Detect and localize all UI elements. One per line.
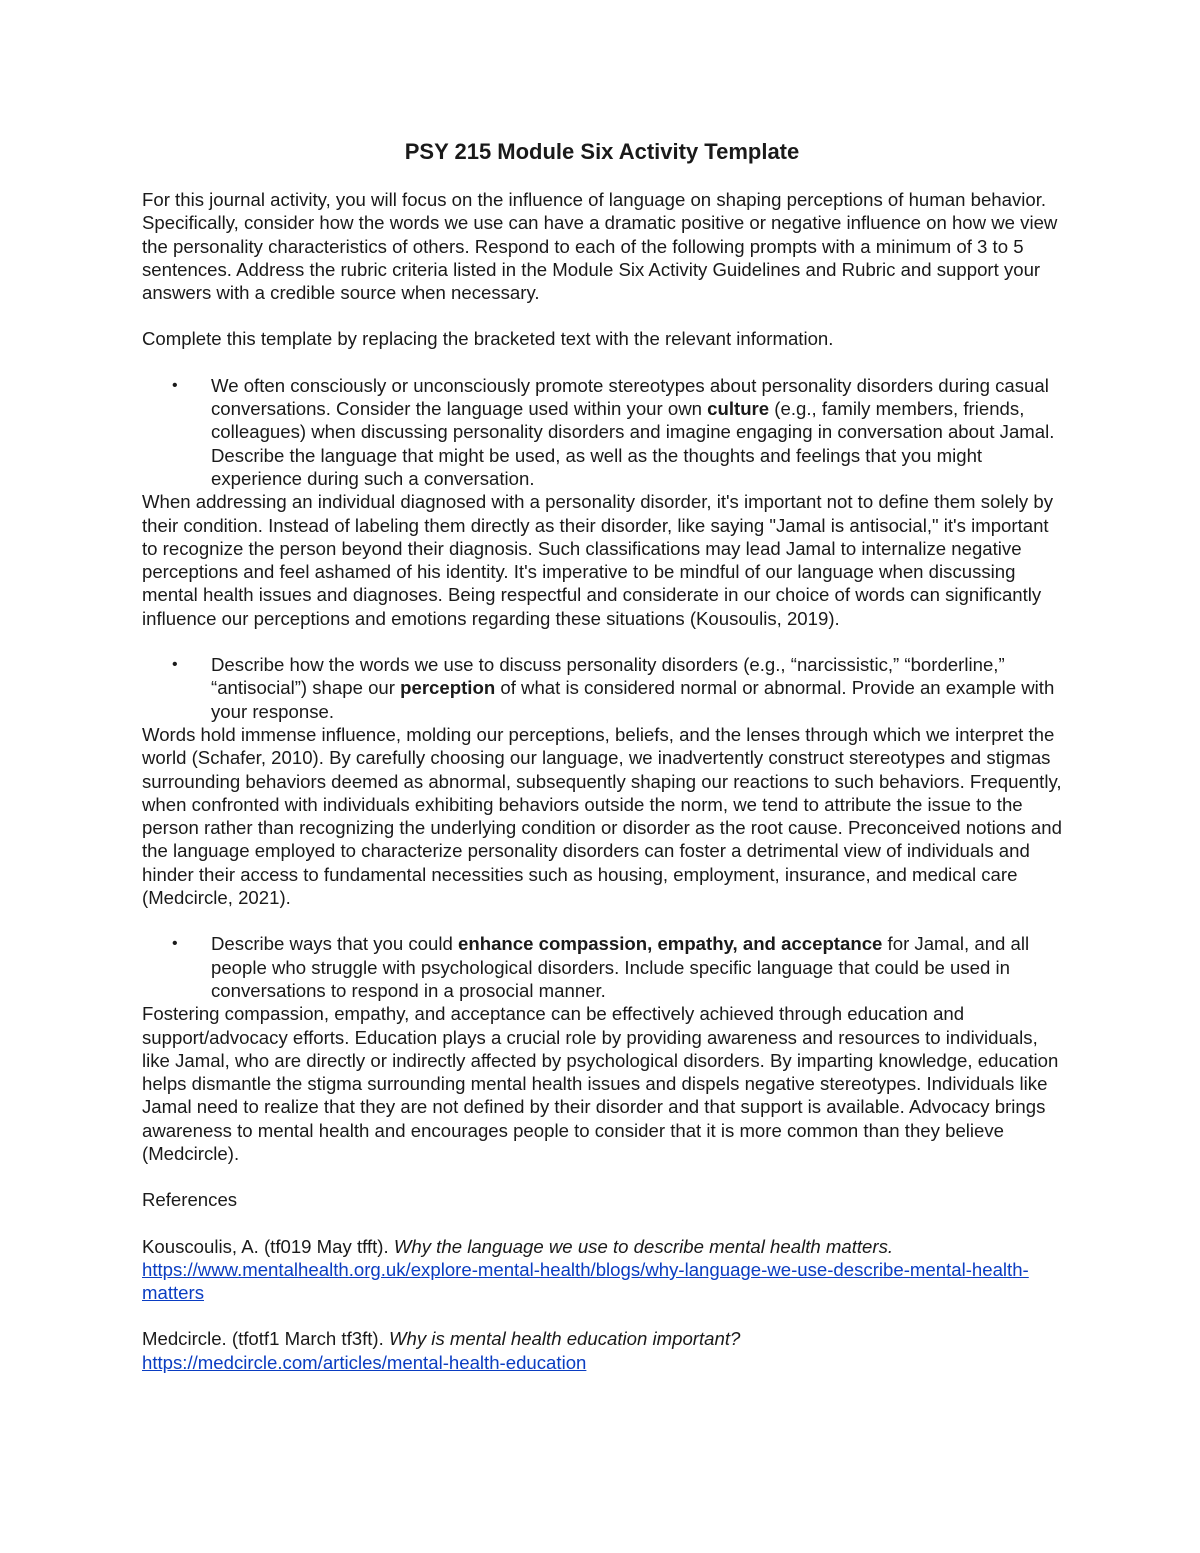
prompt-item xyxy=(172,653,1062,723)
reference-title: Why the language we use to describe mental health matters. xyxy=(393,1235,894,1257)
prompt-list-3 xyxy=(142,932,1062,1002)
prompt-list-1 xyxy=(142,374,1062,490)
instruction-paragraph: Complete this template by replacing the bracketed text with the relevant information. xyxy=(142,328,834,350)
answer-paragraph: When addressing an individual diagnosed with a personality disorder, it's important not to define them solely by their condition. Instead of labeling them directly as their disorder, like saying "Jamal is antisocial," it's important to recognize the person beyond their diagnosis. Such classifications may lead Jamal to internalize negative perceptions and feel ashamed of his identity. It's imperative to be mindful of our language when discussing mental health issues and diagnoses. Being respectful and considerate in our choice of words can significantly influence our perceptions and emotions regarding these situations (Kousoulis, 2019). xyxy=(142,491,1054,629)
answer-paragraph: Fostering compassion, empathy, and acceptance can be effectively achieved through education and support/advocacy efforts. Education plays a crucial role by providing awareness and resources to individuals, like Jamal, who are directly or indirectly affected by psychological disorders. By imparting knowledge, education helps dismantle the stigma surrounding mental health issues and dispels negative stereotypes. Individuals like Jamal need to realize that they are not defined by their disorder and that support is available. Advocacy brings awareness to mental health and encourages people to consider that it is more common than they believe (Medcircle). xyxy=(142,1003,1059,1164)
intro-paragraph: For this journal activity, you will focus on the influence of language on shaping perceptions of human behavior. Specifically, consider how the words we use can have a dramatic positive or negative influence on how we view the personality characteristics of others. Respond to each of the following prompts with a minimum of 3 to 5 sentences. Address the rubric criteria listed in the Module Six Activity Guidelines and Rubric and support your answers with a credible source when necessary. xyxy=(142,189,1058,304)
prompt-text: of what is considered normal or abnormal. Provide an example with your response. xyxy=(211,677,1055,722)
prompt-list-2 xyxy=(142,653,1062,723)
reference-entry xyxy=(142,1327,1062,1374)
prompt-text: Describe ways that you could xyxy=(211,933,459,955)
prompt-keyword: enhance compassion, empathy, and acceptance xyxy=(458,933,883,955)
reference-link[interactable]: https://medcircle.com/articles/mental-health-education xyxy=(142,1351,587,1373)
reference-entry xyxy=(142,1235,1062,1305)
bullet-icon: • xyxy=(172,376,178,394)
prompt-keyword: perception xyxy=(400,677,496,699)
reference-author: Medcircle. (tfotf1 March tf3ft). xyxy=(142,1328,389,1350)
answer-paragraph: Words hold immense influence, molding our perceptions, beliefs, and the lenses through which we interpret the world (Schafer, 2010). By carefully choosing our language, we inadvertently construct stereotypes and stigmas surrounding behaviors deemed as abnormal, subsequently shaping our reactions to such behaviors. Frequently, when confronted with individuals exhibiting behaviors outside the norm, we tend to attribute the issue to the person rather than recognizing the underlying condition or disorder as the root cause. Preconceived notions and the language employed to characterize personality disorders can foster a detrimental view of individuals and hinder their access to fundamental necessities such as housing, employment, insurance, and medical care (Medcircle, 2021). xyxy=(142,723,1062,909)
document-title: PSY 215 Module Six Activity Template xyxy=(404,139,800,164)
prompt-keyword: culture xyxy=(707,398,770,420)
prompt-text: (e.g., family members, friends, colleagues) when discussing personality disorders and imagine engaging in conversation about Jamal. Describe the language that might be used, as well as the thoughts and feelings that you might experience during such a conversation. xyxy=(211,398,1055,489)
prompt-text: Describe how the words we use to discuss personality disorders (e.g., “narcissistic,” “borderline,” “antisocial”) shape our xyxy=(211,654,1005,699)
document-page xyxy=(142,137,1062,1397)
reference-link[interactable]: https://www.mentalhealth.org.uk/explore-mental-health/blogs/why-language-we-use-describe-mental-health-matters xyxy=(142,1258,1029,1304)
reference-title: Why is mental health education important? xyxy=(388,1328,741,1350)
bullet-icon: • xyxy=(172,656,178,674)
reference-author: Kouscoulis, A. (tf019 May tfft). xyxy=(142,1235,394,1257)
prompt-text: We often consciously or unconsciously promote stereotypes about personality disorders during casual conversations. Consider the language used within your own xyxy=(211,374,1049,420)
prompt-text: for Jamal, and all people who struggle with psychological disorders. Include specific language that could be used in conversations to respond in a prosocial manner. xyxy=(211,933,1030,1001)
bullet-icon: • xyxy=(172,935,178,953)
prompt-item xyxy=(172,374,1062,490)
prompt-item xyxy=(172,932,1062,1002)
references-heading: References xyxy=(142,1189,238,1211)
